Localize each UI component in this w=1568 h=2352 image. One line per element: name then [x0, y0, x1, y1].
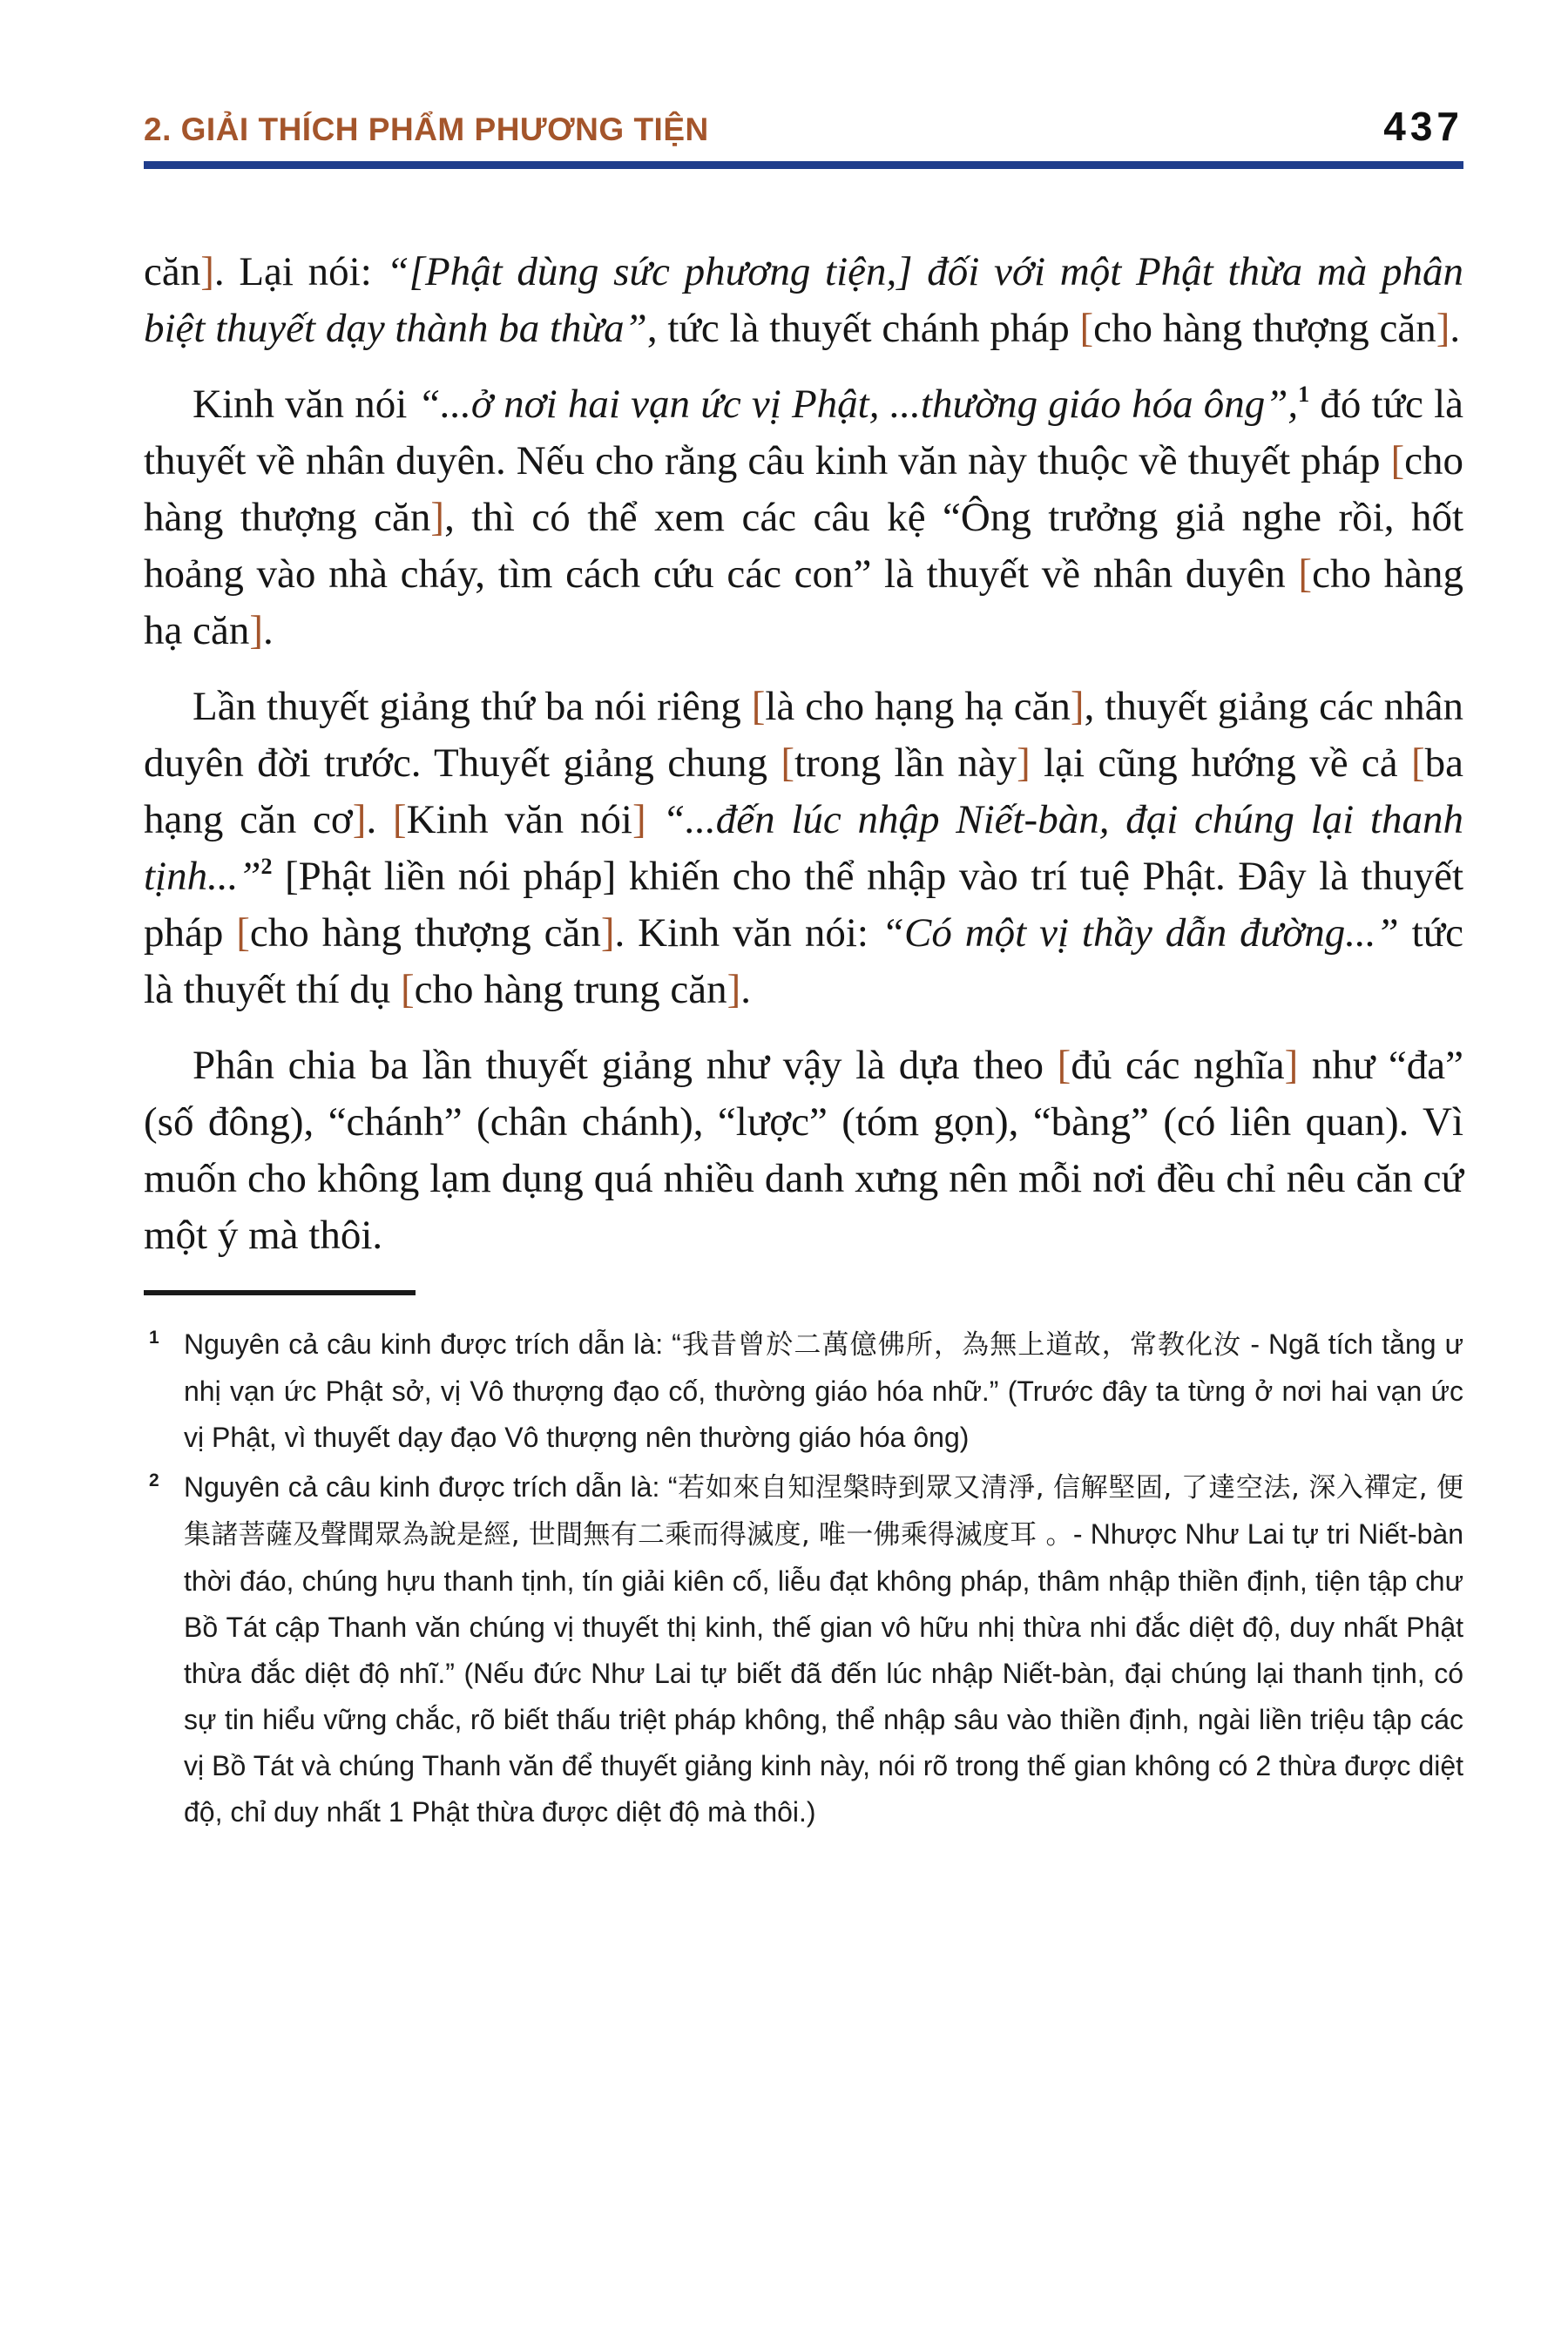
editorial-bracket: ]	[1436, 306, 1450, 351]
paragraph	[144, 1037, 1463, 1264]
text-segment: [Phật liền nói pháp] khiến cho thể nhập vào trí tuệ Phật. Đây là thuyết pháp	[144, 854, 1463, 956]
quoted-text: “...ở nơi hai vạn ức vị Phật, ...thường giáo hóa ông”,	[417, 382, 1299, 427]
text-segment: .	[740, 967, 751, 1012]
editorial-bracket: ]	[1017, 740, 1031, 786]
editorial-bracket: ]	[632, 797, 646, 842]
editorial-bracket: ]	[200, 249, 214, 294]
text-segment: , thuyết giảng các nhân duyên đời trước. Thuyết giảng chung	[144, 684, 1463, 786]
footnote-rule	[144, 1290, 416, 1295]
text-segment: - Nhược Như Lai tự tri Niết-bàn thời đáo, chúng hựu thanh tịnh, tín giải kiên cố, liễu đạt không pháp, thâm nhập thiền định, tiện tập chư Bồ Tát cập Thanh văn chúng vị thuyết thị kinh, thế gian vô hữu nhị thừa nhi đắc diệt độ, duy nhất Phật thừa đắc diệt độ nhĩ.” (Nếu đức Như Lai tự biết đã đến lúc nhập Niết-bàn, đại chúng lại thanh tịnh, có sự tin hiểu vững chắc, rõ biết thấu triệt pháp không, thể nhập sâu vào thiền định, ngài liền triệu tập các vị Bồ Tát và chúng Thanh văn để thuyết giảng kinh này, nói rõ trong thế gian không có 2 thừa được diệt độ, chỉ duy nhất 1 Phật thừa được diệt độ mà thôi.)	[184, 1518, 1463, 1828]
text-segment: là cho hạng hạ căn	[765, 684, 1071, 729]
editorial-bracket: ]	[727, 967, 741, 1012]
text-segment: như “đa” (số đông), “chánh” (chân chánh), “lược” (tóm gọn), “bàng” (có liên quan). Vì muốn cho không lạm dụng quá nhiều danh xưng nên mỗi nơi đều chỉ nêu căn cứ một ý mà thôi.	[144, 1043, 1463, 1258]
text-segment: cho hàng thượng căn	[1093, 306, 1436, 351]
footnote	[144, 1321, 1463, 1461]
text-segment: căn	[144, 249, 201, 294]
running-header	[144, 103, 1463, 150]
header-rule	[144, 161, 1463, 169]
text-segment: đó tức là thuyết về nhân duyên. Nếu cho rằng câu kinh văn này thuộc về thuyết pháp	[144, 382, 1463, 483]
text-segment: Phân chia ba lần thuyết giảng như vậy là dựa theo	[193, 1043, 1058, 1088]
text-segment: .	[263, 608, 274, 653]
footnote-marker: 1	[149, 1328, 159, 1348]
footnote	[144, 1464, 1463, 1835]
text-segment: .	[1450, 306, 1461, 351]
editorial-bracket: [	[236, 910, 250, 956]
text-segment: Nguyên cả câu kinh được trích dẫn là: “	[184, 1471, 678, 1503]
text-segment: ba hạng căn cơ	[144, 740, 1463, 842]
editorial-bracket: ]	[1284, 1043, 1299, 1088]
page-number: 437	[1383, 104, 1463, 149]
editorial-bracket: ]	[249, 608, 263, 653]
text-segment: cho hàng trung căn	[414, 967, 727, 1012]
section-title: 2. GIẢI THÍCH PHẨM PHƯƠNG TIỆN	[144, 112, 709, 147]
text-segment: Nguyên cả câu kinh được trích dẫn là: “	[184, 1328, 681, 1360]
text-segment: tức là thuyết thí dụ	[144, 910, 1463, 1012]
editorial-bracket: [	[1298, 551, 1313, 597]
text-segment: Lần thuyết giảng thứ ba nói riêng	[193, 684, 752, 729]
text-segment: cho hàng thượng căn	[144, 438, 1463, 540]
quoted-text: “...đến lúc nhập Niết-bàn, đại chúng lại thanh tịnh...”	[144, 797, 1463, 899]
text-segment: , tức là thuyết chánh pháp	[646, 306, 1080, 351]
editorial-bracket: [	[392, 797, 407, 842]
text-segment: .	[366, 797, 393, 842]
text-segment: đủ các nghĩa	[1071, 1043, 1285, 1088]
editorial-bracket: [	[1390, 438, 1405, 483]
text-segment: . Kinh văn nói:	[614, 910, 882, 956]
text-segment: Kinh văn nói	[193, 382, 418, 427]
editorial-bracket: ]	[1070, 684, 1085, 729]
quoted-text: “[Phật dùng sức phương tiện,] đối với một Phật thừa mà phân biệt thuyết dạy thành ba thừa”	[144, 249, 1463, 351]
chinese-text: 我昔曾於二萬億佛所，為無上道故，常教化汝	[680, 1329, 1242, 1361]
footnote-ref: 1	[1298, 382, 1310, 407]
footnote-ref: 2	[260, 854, 273, 879]
chinese-text: 若如來自知涅槃時到眾又清淨, 信解堅固, 了達空法, 深入禪定, 便集諸菩薩及聲聞眾為說是經, 世間無有二乘而得滅度, 唯一佛乘得滅度耳 。	[184, 1472, 1463, 1551]
page-content	[144, 103, 1463, 1839]
editorial-bracket: ]	[430, 495, 445, 540]
text-segment: Kinh văn nói	[406, 797, 632, 842]
paragraph	[144, 244, 1463, 357]
text-segment: cho hàng thượng căn	[249, 910, 601, 956]
editorial-bracket: [	[781, 740, 795, 786]
paragraph	[144, 679, 1463, 1018]
text-segment: - Ngã tích tằng ư nhị vạn ức Phật sở, vị Vô thượng đạo cố, thường giáo hóa nhữ.” (Trước đây ta từng ở nơi hai vạn ức vị Phật, vì thuyết dạy đạo Vô thượng nên thường giáo hóa ông)	[184, 1328, 1464, 1453]
text-segment: , thì có thể xem các câu kệ “Ông trưởng giả nghe rồi, hốt hoảng vào nhà cháy, tìm cách cứu các con” là thuyết về nhân duyên	[144, 495, 1463, 597]
editorial-bracket: [	[1057, 1043, 1071, 1088]
footnote-marker: 2	[149, 1470, 159, 1490]
editorial-bracket: [	[401, 967, 415, 1012]
text-segment: lại cũng hướng về cả	[1030, 740, 1411, 786]
text-segment: . Lại nói:	[213, 249, 387, 294]
footnotes	[144, 1321, 1463, 1835]
text-segment: cho hàng hạ căn	[144, 551, 1463, 653]
editorial-bracket: ]	[352, 797, 367, 842]
editorial-bracket: [	[1079, 306, 1094, 351]
editorial-bracket: ]	[600, 910, 615, 956]
body-text	[144, 244, 1463, 1264]
text-segment	[646, 797, 663, 842]
text-segment: trong lần này	[794, 740, 1017, 786]
quoted-text: “Có một vị thầy dẫn đường...”	[881, 910, 1399, 956]
paragraph	[144, 376, 1463, 659]
editorial-bracket: [	[1410, 740, 1425, 786]
editorial-bracket: [	[751, 684, 766, 729]
